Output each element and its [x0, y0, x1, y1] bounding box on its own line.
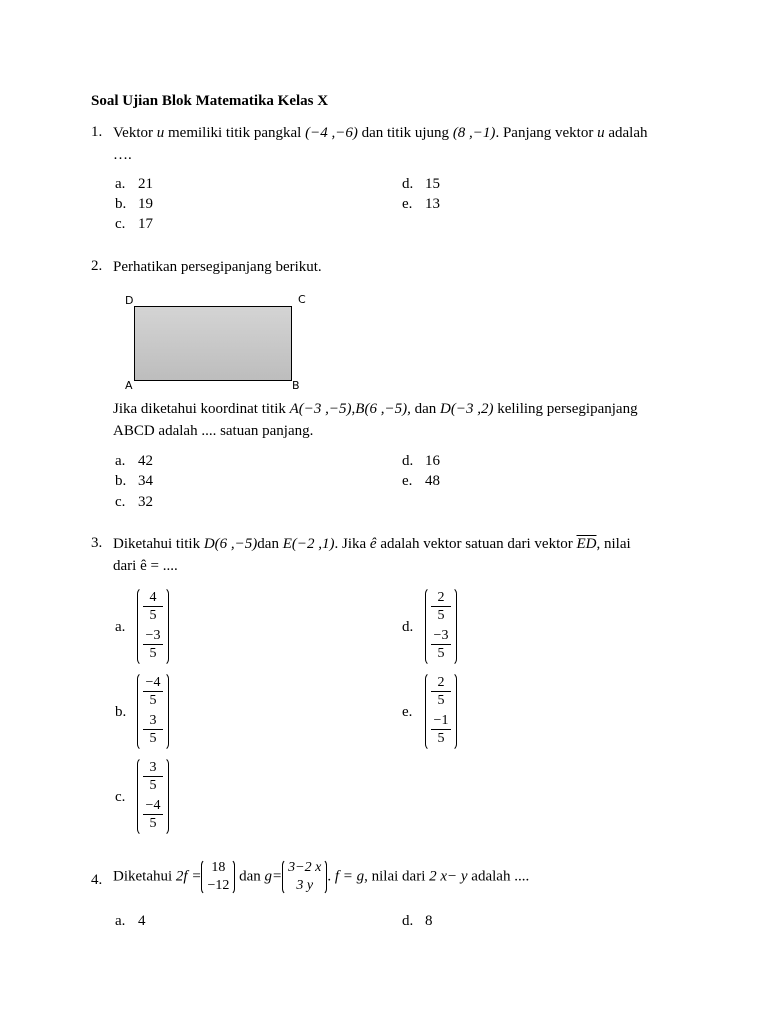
option-letter: d.: [402, 453, 414, 469]
option-value: 32: [138, 494, 153, 510]
question-number: 3.: [91, 535, 103, 551]
denominator: 5: [437, 608, 445, 623]
numerator: 2: [431, 589, 451, 607]
option-value: 13: [425, 196, 440, 212]
text-segment: memiliki titik pangkal: [164, 125, 306, 141]
point-a: A(−3 ,−5): [289, 401, 352, 417]
option-letter: b.: [115, 196, 127, 212]
option-e[interactable]: [402, 196, 440, 213]
question-number: 2.: [91, 258, 103, 274]
question-text: Jika diketahui koordinat titik A(−3 ,−5),B(6 ,−5), dan D(−3 ,2) keliling persegipanjang ABCD adalah .... satuan panjang.: [113, 401, 638, 439]
numerator: −3: [143, 627, 163, 645]
column-vector: [137, 587, 169, 666]
text-segment: adalah: [604, 125, 648, 141]
vector-entry: 3−2 x: [288, 860, 322, 875]
question-text: [113, 533, 673, 577]
text-segment: , nilai dari: [364, 868, 430, 885]
option-value: 17: [138, 216, 153, 232]
page-title: Soal Ujian Blok Matematika Kelas X: [91, 93, 329, 109]
equation-g: g=: [264, 868, 283, 885]
option-letter: a.: [115, 453, 126, 469]
text-segment: .: [327, 868, 335, 885]
option-letter: a.: [115, 913, 126, 929]
vector-entry: 18: [211, 860, 226, 875]
option-c[interactable]: [115, 494, 153, 511]
denominator: 5: [437, 731, 445, 746]
text-segment: dan: [257, 536, 283, 552]
point-d: D(−3 ,2): [440, 401, 494, 417]
numerator: −3: [431, 627, 451, 645]
column-vector: [425, 587, 457, 666]
option-letter: e.: [402, 196, 413, 212]
right-bracket: [450, 672, 457, 751]
vector-u: u: [156, 125, 165, 141]
option-b[interactable]: [115, 473, 153, 490]
point-b: B(6 ,−5): [355, 401, 408, 417]
column-vector: [137, 757, 169, 836]
option-a[interactable]: [115, 913, 146, 930]
denominator: 5: [149, 816, 157, 831]
option-letter: d.: [402, 619, 414, 635]
text-segment: keliling persegipanjang: [493, 401, 638, 417]
option-d[interactable]: [402, 453, 440, 470]
fraction-top: [431, 674, 451, 709]
vertex-label-d: D: [125, 294, 134, 307]
numerator: −4: [143, 674, 163, 692]
numerator: 4: [143, 589, 163, 607]
option-letter: a.: [115, 176, 126, 192]
text-segment: . Panjang vektor: [495, 125, 598, 141]
question-text: [113, 859, 529, 895]
point-e: E(−2 ,1): [282, 536, 335, 552]
point-d: D(6 ,−5): [203, 536, 258, 552]
denominator: 5: [437, 693, 445, 708]
question-text: Perhatikan persegipanjang berikut.: [113, 259, 322, 275]
option-letter: a.: [115, 619, 126, 635]
text-segment: adalah vektor satuan dari vektor: [376, 536, 577, 552]
right-bracket: [162, 672, 169, 751]
vertex-label-c: C: [298, 293, 306, 306]
option-value: 48: [425, 473, 440, 489]
option-letter: d.: [402, 176, 414, 192]
vector-u: u: [597, 125, 605, 141]
numerator: 3: [143, 712, 163, 730]
option-d[interactable]: [402, 913, 433, 930]
expression: 2 x− y: [429, 868, 468, 885]
text-segment: Diketahui: [113, 868, 176, 885]
text-segment: dan: [235, 868, 265, 885]
fraction-bottom: [143, 797, 163, 832]
rectangle-abcd: [134, 306, 292, 381]
text-segment: Diketahui titik: [113, 536, 204, 552]
option-letter: c.: [115, 494, 126, 510]
column-vector: [137, 672, 169, 751]
text-segment: dan titik ujung: [357, 125, 453, 141]
numerator: −1: [431, 712, 451, 730]
option-value: 4: [138, 913, 146, 929]
denominator: 5: [437, 646, 445, 661]
vertex-label-b: B: [292, 379, 300, 392]
right-bracket: [450, 587, 457, 666]
denominator: 5: [149, 778, 157, 793]
vector-entry: −12: [207, 878, 230, 893]
question-number: 4.: [91, 872, 103, 888]
numerator: 3: [143, 759, 163, 777]
option-letter: c.: [115, 789, 126, 805]
option-letter: e.: [402, 704, 413, 720]
numerator: −4: [143, 797, 163, 815]
right-bracket: [162, 587, 169, 666]
option-value: 16: [425, 453, 440, 469]
option-value: 34: [138, 473, 153, 489]
text-segment: , dan: [407, 401, 440, 417]
vector-ed: $\overline{ED}$: [576, 536, 597, 552]
fraction-bottom: [143, 712, 163, 747]
fraction-bottom: [143, 627, 163, 662]
column-vector: [282, 859, 327, 895]
fraction-top: [431, 589, 451, 624]
question-number: 1.: [91, 124, 103, 140]
fraction-top: [143, 589, 163, 624]
denominator: 5: [149, 646, 157, 661]
fraction-top: [143, 759, 163, 794]
option-value: 19: [138, 196, 153, 212]
option-a[interactable]: [115, 176, 153, 193]
point-start: (−4 ,−6): [305, 125, 358, 141]
right-bracket: [162, 757, 169, 836]
vector-entry: 3 y: [296, 878, 314, 893]
column-vector: [201, 859, 235, 895]
text-segment: ….: [113, 147, 132, 163]
option-c[interactable]: [115, 216, 153, 233]
option-letter: b.: [115, 704, 127, 720]
point-end: (8 ,−1): [452, 125, 496, 141]
text-segment: ABCD adalah .... satuan panjang.: [113, 423, 314, 439]
column-vector: [425, 672, 457, 751]
denominator: 5: [149, 608, 157, 623]
option-d[interactable]: [402, 176, 440, 193]
option-b[interactable]: [115, 196, 153, 213]
text-segment: dari ê = ....: [113, 558, 178, 574]
vertex-label-a: A: [125, 379, 133, 392]
option-value: 21: [138, 176, 153, 192]
denominator: 5: [149, 731, 157, 746]
option-e[interactable]: [402, 473, 440, 490]
fraction-bottom: [431, 627, 451, 662]
question-text: [113, 122, 673, 166]
denominator: 5: [149, 693, 157, 708]
text-segment: Vektor: [113, 125, 157, 141]
fraction-top: [143, 674, 163, 709]
numerator: 2: [431, 674, 451, 692]
equation-f: 2f =: [175, 868, 202, 885]
equation-f-equals-g: f = g: [334, 868, 365, 885]
option-letter: e.: [402, 473, 413, 489]
option-value: 8: [425, 913, 433, 929]
option-letter: d.: [402, 913, 414, 929]
option-value: 42: [138, 453, 153, 469]
option-letter: c.: [115, 216, 126, 232]
text-segment: . Jika: [334, 536, 370, 552]
text-segment: , nilai: [596, 536, 631, 552]
text-segment: adalah ....: [467, 868, 530, 885]
unit-vector-e: ê: [369, 536, 377, 552]
text-segment: Jika diketahui koordinat titik: [113, 401, 290, 417]
option-a[interactable]: [115, 453, 153, 470]
option-letter: b.: [115, 473, 127, 489]
fraction-bottom: [431, 712, 451, 747]
option-value: 15: [425, 176, 440, 192]
